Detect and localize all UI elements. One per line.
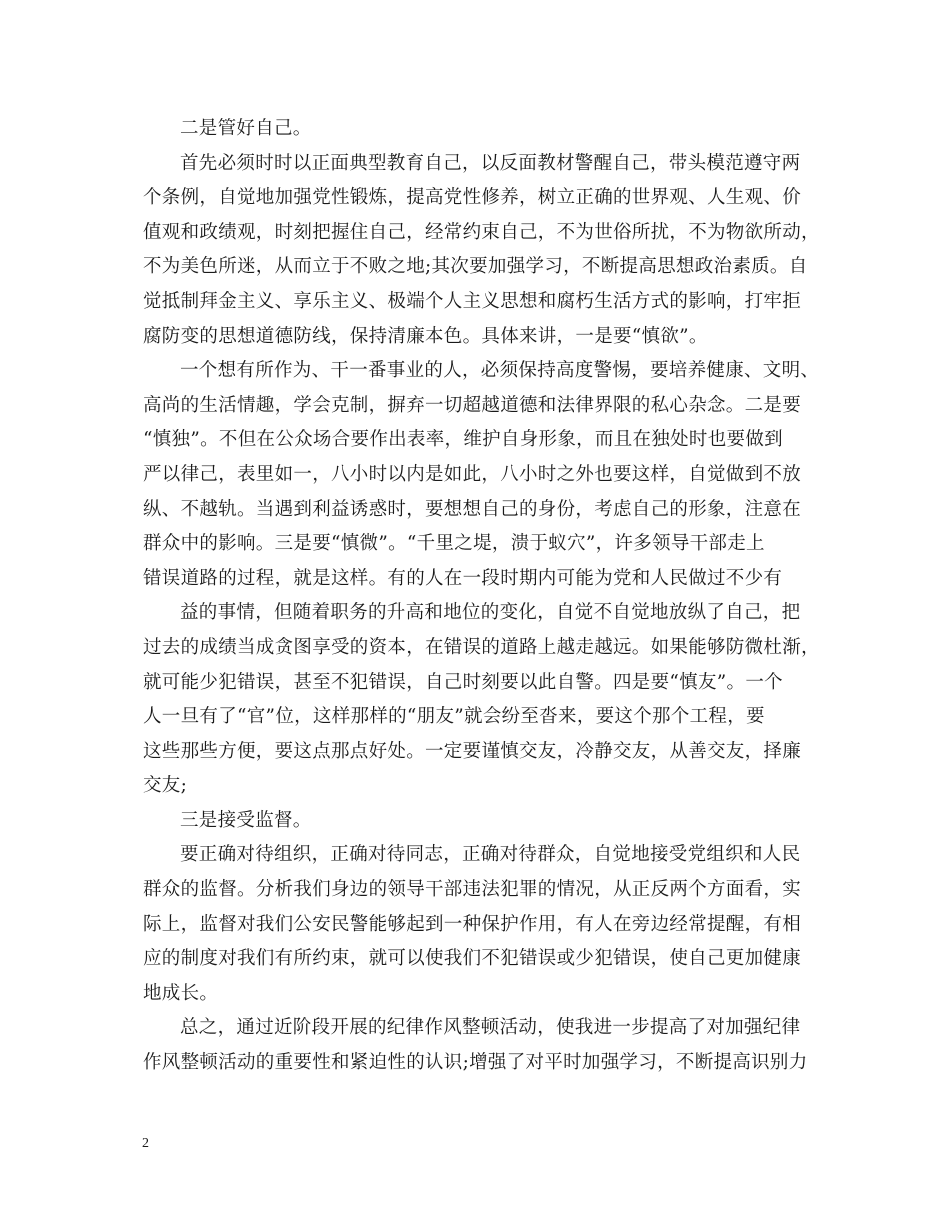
text-line: 过去的成绩当成贪图享受的资本，在错误的道路上越走越远。如果能够防微杜渐， <box>143 636 820 658</box>
text-line: 要正确对待组织，正确对待同志，正确对待群众，自觉地接受党组织和人民 <box>180 844 801 866</box>
text-line: 二是管好自己。 <box>180 118 312 139</box>
text-line: 群众中的影响。三是要“慎微”。“千里之堤，溃于蚁穴”，许多领导干部走上 <box>143 533 765 555</box>
text-line: 纵、不越轨。当遇到利益诱惑时，要想想自己的身份，考虑自己的形象，注意在 <box>143 498 802 520</box>
text-line: 一个想有所作为、干一番事业的人，必须保持高度警惕，要培养健康、文明、 <box>180 360 820 382</box>
text-line: 就可能少犯错误，甚至不犯错误，自己时刻要以此自警。四是要“慎友”。一个 <box>143 671 783 693</box>
text-line: 际上，监督对我们公安民警能够起到一种保护作用，有人在旁边经常提醒，有相 <box>143 913 802 935</box>
text-line: 群众的监督。分析我们身边的领导干部违法犯罪的情况，从正反两个方面看，实 <box>143 879 802 901</box>
text-line: 交友; <box>143 775 188 797</box>
text-line: 腐防变的思想道德防线，保持清廉本色。具体来讲，一是要“慎欲”。 <box>143 325 708 347</box>
text-line: “慎独”。不但在公众场合要作出表率，维护自身形象，而且在独处时也要做到 <box>143 429 783 451</box>
text-line: 高尚的生活情趣，学会克制，摒弃一切超越道德和法律界限的私心杂念。二是要 <box>143 394 802 416</box>
text-line: 应的制度对我们有所约束，就可以使我们不犯错误或少犯错误，使自己更加健康 <box>143 948 802 970</box>
text-line: 地成长。 <box>143 982 219 1004</box>
text-line: 严以律己，表里如一，八小时以内是如此，八小时之外也要这样，自觉做到不放 <box>143 463 802 485</box>
text-line: 益的事情，但随着职务的升高和地位的变化，自觉不自觉地放纵了自己，把 <box>180 602 801 624</box>
text-line: 三是接受监督。 <box>180 809 312 831</box>
text-line: 不为美色所迷，从而立于不败之地;其次要加强学习，不断提高思想政治素质。自 <box>143 256 808 278</box>
document-body <box>143 112 819 1081</box>
text-line: 首先必须时时以正面典型教育自己，以反面教材警醒自己，带头模范遵守两 <box>180 152 801 174</box>
text-line: 作风整顿活动的重要性和紧迫性的认识;增强了对平时加强学习，不断提高识别力 <box>143 1052 808 1074</box>
text-line: 错误道路的过程，就是这样。有的人在一段时期内可能为党和人民做过不少有 <box>143 567 783 589</box>
text-line: 这些那些方便，要这点那点好处。一定要谨慎交友，冷静交友，从善交友，择廉 <box>143 740 802 762</box>
text-line: 个条例，自觉地加强党性锻炼，提高党性修养，树立正确的世界观、人生观、价 <box>143 187 802 209</box>
text-line: 人一旦有了“官”位，这样那样的“朋友”就会纷至沓来，要这个那个工程，要 <box>143 706 765 728</box>
text-line: 觉抵制拜金主义、享乐主义、极端个人主义思想和腐朽生活方式的影响，打牢拒 <box>143 290 802 312</box>
text-line: 总之，通过近阶段开展的纪律作风整顿活动，使我进一步提高了对加强纪律 <box>180 1017 801 1039</box>
text-line: 值观和政绩观，时刻把握住自己，经常约束自己，不为世俗所扰，不为物欲所动， <box>143 221 820 243</box>
page-number: 2 <box>142 1136 149 1151</box>
